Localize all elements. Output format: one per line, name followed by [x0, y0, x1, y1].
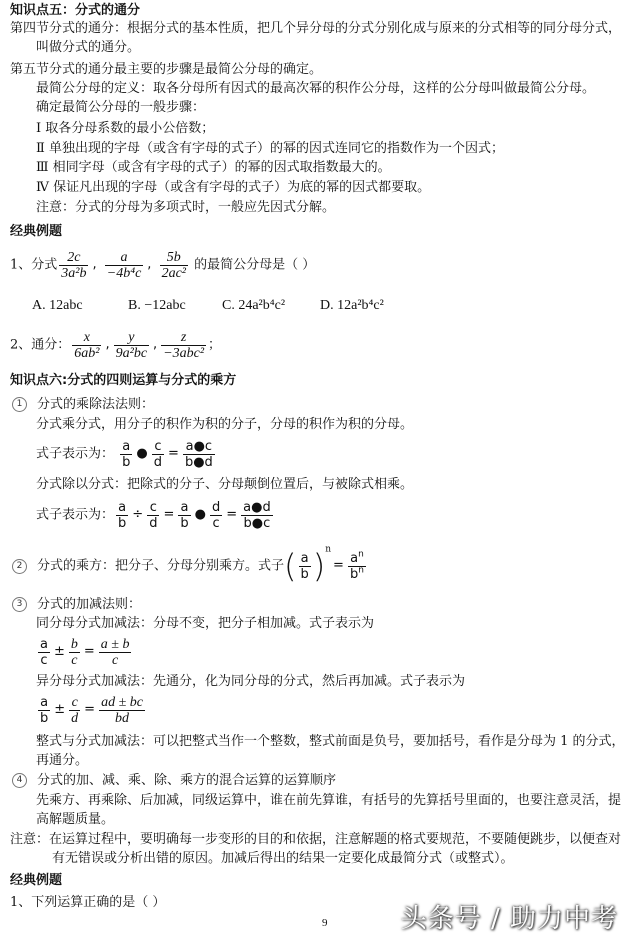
option-d: D. 12a²b⁴c²: [320, 298, 384, 313]
text-line: 先乘方、再乘除、后加减，同级运算中，谁在前先算谁，有括号的先算括号里面的，也要注意灵活，提: [36, 793, 622, 808]
fraction: $\frac{a}{\text{−4b⁴c}}$: [106, 249, 142, 281]
example-title-2: 经典例题: [10, 873, 63, 888]
question-next: 1、下列运算正确的是（ ）: [10, 895, 166, 910]
section-title-k5: 知识点五：分式的通分: [10, 3, 141, 18]
number-circle: 1: [12, 397, 27, 412]
rule-4-title: 4 分式的加、减、乘、除、乘方的混合运算的运算顺序: [12, 772, 336, 789]
text-line: 第五节分式的通分最主要的步骤是最简公分母的确定。: [10, 62, 323, 77]
text-line: 同分母分式加减法：分母不变，把分子相加减。式子表示为: [36, 616, 375, 631]
fraction: $\frac{y}{\text{9a²bc}}$: [115, 329, 148, 361]
text-line: 最简公分母的定义：取各分母所有因式的最高次幂的积作公分母，这样的公分母叫做最简公分母。: [36, 81, 596, 96]
step-2: Ⅱ 单独出现的字母（或含有字母的式子）的幂的因式连同它的指数作为一个因式；: [36, 141, 504, 156]
fraction: $\frac{z}{\text{−3abc²}}$: [163, 329, 205, 361]
fraction: $\frac{5b}{\text{2ac²}}$: [161, 249, 186, 281]
watermark: 头条号 / 助力中考: [400, 904, 618, 934]
text-line: 再通分。: [36, 753, 89, 768]
step-4: Ⅳ 保证凡出现的字母（或含有字母的式子）为底的幂的因式都要取。: [36, 180, 431, 195]
text-line: 第四节分式的通分：根据分式的基本性质，把几个异分母的分式分别化成与原来的分式相等的同分母分式，: [10, 21, 622, 36]
option-b: B. −12abc: [128, 298, 186, 313]
page-number: 9: [322, 917, 328, 929]
option-a: A. 12abc: [32, 298, 83, 313]
text-line: 确定最简公分母的一般步骤：: [36, 100, 206, 115]
example-title: 经典例题: [10, 224, 63, 239]
text-line: 整式与分式加减法：可以把整式当作一个整数，整式前面是负号，要加括号，看作是分母为 1 的分式，: [36, 734, 625, 749]
q1-prefix: 1、分式: [10, 257, 58, 273]
rule-2: 2 分式的乘方：把分子、分母分别乘方。式子( $\frac{a}{b}$ )$^n$= $\frac{a^n}{b^n}$: [12, 546, 368, 587]
text-line: 高解题质量。: [36, 812, 115, 827]
rule-1-title: 1 分式的乘除法法则：: [12, 396, 154, 413]
fraction: $\frac{x}{\text{6ab²}}$: [74, 329, 100, 361]
rule-3-title: 3 分式的加减法则：: [12, 596, 141, 613]
text-line: 异分母分式加减法：先通分，化为同分母的分式，然后再加减。式子表示为: [36, 674, 466, 689]
formula-same-denominator: $\frac{a}{c}$ ± $\frac{b}{c}$ = $\frac{a \pm b}{c}$: [40, 636, 130, 668]
number-circle: 3: [12, 597, 27, 612]
note: 注意：分式的分母为多项式时，一般应先因式分解。: [36, 200, 336, 215]
text-line: 分式乘分式，用分子的积作为积的分子，分母的积作为积的分母。: [36, 417, 414, 432]
formula-multiply: 式子表示为： $\frac{a}{b}$ ● $\frac{c}{d}$ = $\frac{a●c}{b●d}$: [36, 438, 213, 470]
note-line: 注意：在运算过程中，要明确每一步变形的目的和依据，注意解题的格式要规范，不要随便跳步，以便查对: [10, 832, 622, 847]
step-3: Ⅲ 相同字母（或含有字母的式子）的幂的因式取指数最大的。: [36, 160, 391, 175]
formula-diff-denominator: $\frac{a}{b}$ ± $\frac{c}{d}$ = $\frac{ad \pm bc}{bd}$: [40, 694, 143, 726]
formula-divide: 式子表示为： $\frac{a}{b}$ ÷ $\frac{c}{d}$ = $\frac{a}{b}$ ● $\frac{d}{c}$ = $\frac{a●d}{b●c}$: [36, 499, 271, 531]
section-title-k6: 知识点六:分式的四则运算与分式的乘方: [10, 373, 237, 388]
text-line: 叫做分式的通分。: [36, 40, 141, 55]
question-2: 2、通分： $\frac{x}{\text{6ab²}}$ , $\frac{y}{\text{9a²bc}}$ , $\frac{z}{\text{−3abc²}}$ ；: [10, 329, 222, 361]
step-1: Ⅰ 取各分母系数的最小公倍数；: [36, 121, 215, 136]
fraction: $\frac{2c}{\text{3a²b}}$: [61, 249, 87, 281]
note-line: 有无错误或分析出错的原因。加减后得出的结果一定要化成最简分式（或整式）。: [52, 851, 514, 866]
number-circle: 4: [12, 773, 27, 788]
option-c: C. 24a²b⁴c²: [222, 298, 286, 313]
number-circle: 2: [12, 559, 27, 574]
q1-suffix: 的最简公分母是（ ）: [194, 257, 316, 273]
question-1: 1、分式 $\frac{2c}{\text{3a²b}}$ , $\frac{a}{\text{−4b⁴c}}$ , $\frac{5b}{\text{2ac²}}$ 的最简公分母是（ ）: [10, 249, 316, 281]
text-line: 分式除以分式：把除式的分子、分母颠倒位置后，与被除式相乘。: [36, 477, 414, 492]
